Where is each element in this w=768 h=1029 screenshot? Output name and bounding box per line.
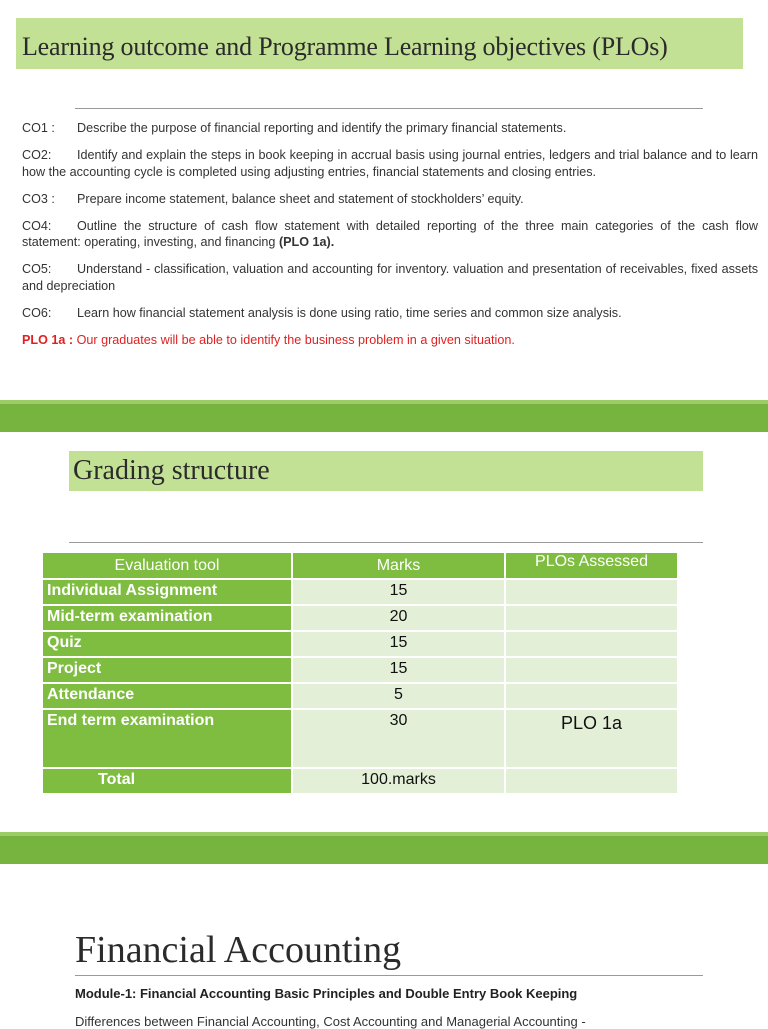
plo-cell (505, 605, 678, 631)
evaluation-tool: Mid-term examination (42, 605, 292, 631)
plo-text: Our graduates will be able to identify the business problem in a given situation. (73, 333, 515, 348)
title-banner (69, 451, 703, 491)
outcome-plo-reference: (PLO 1a). (278, 235, 335, 250)
evaluation-tool: Attendance (42, 683, 292, 709)
outcome-text: Outline the structure of cash flow statement with detailed reporting of the three main categories of the cash flow statement: operating, investing, and financing (22, 218, 758, 250)
divider (69, 542, 703, 543)
outcome-code: CO4: (22, 218, 52, 233)
marks-cell: 30 (292, 709, 505, 768)
title-banner (16, 18, 743, 69)
marks-cell: 20 (292, 605, 505, 631)
evaluation-tool: Individual Assignment (42, 579, 292, 605)
course-outcome-item (22, 305, 758, 322)
outcome-code: CO6: (22, 305, 52, 320)
column-header: PLOs Assessed (505, 552, 678, 579)
column-header: Evaluation tool (42, 552, 292, 579)
slide-grading-structure (0, 432, 768, 832)
evaluation-tool: Quiz (42, 631, 292, 657)
divider (75, 975, 703, 976)
table-row (42, 579, 678, 605)
table-row (42, 605, 678, 631)
slide-separator-band (0, 400, 768, 432)
outcome-text: Prepare income statement, balance sheet and statement of stockholders’ equity. (77, 191, 524, 206)
table-header-row (42, 552, 678, 579)
course-outcome-item (22, 120, 758, 137)
slide-learning-outcomes (0, 0, 768, 400)
outcome-code: CO5: (22, 262, 52, 277)
table-row (42, 631, 678, 657)
body-text: Differences between Financial Accounting, Cost Accounting and Managerial Accounting - (75, 1014, 586, 1029)
outcome-code: CO3 : (22, 191, 55, 206)
module-heading: Module-1: Financial Accounting Basic Principles and Double Entry Book Keeping (75, 986, 578, 1001)
divider (75, 108, 703, 109)
marks-cell: 15 (292, 657, 505, 683)
table-row (42, 709, 678, 768)
slide-title: Financial Accounting (75, 929, 402, 971)
slide-separator-band (0, 832, 768, 864)
slide-title: Learning outcome and Programme Learning objectives (PLOs) (22, 32, 668, 61)
plo-cell (505, 657, 678, 683)
outcome-text: Understand - classification, valuation and accounting for inventory. valuation and presentation of receivables, fixed assets and depreciation (22, 262, 758, 293)
course-outcome-item (22, 147, 758, 180)
marks-cell: 15 (292, 631, 505, 657)
evaluation-tool: Project (42, 657, 292, 683)
outcome-code: CO2: (22, 148, 52, 163)
table-row (42, 657, 678, 683)
plo-statement (22, 332, 758, 349)
course-outcomes-list (22, 120, 758, 359)
total-label: Total (42, 768, 292, 794)
plo-cell (505, 631, 678, 657)
table-total-row (42, 768, 678, 794)
marks-cell: 5 (292, 683, 505, 709)
outcome-code: CO1 : (22, 121, 55, 135)
outcome-text: Describe the purpose of financial reporting and identify the primary financial statements. (77, 121, 567, 135)
plo-cell (505, 768, 678, 794)
band-highlight (0, 832, 768, 836)
plo-cell (505, 683, 678, 709)
plo-cell: PLO 1a (505, 709, 678, 768)
column-header: Marks (292, 552, 505, 579)
slide-title: Grading structure (73, 455, 270, 486)
band-highlight (0, 400, 768, 404)
plo-label: PLO 1a : (22, 333, 74, 348)
course-outcome-item (22, 261, 758, 294)
total-marks: 100.marks (292, 768, 505, 794)
table-row (42, 683, 678, 709)
outcome-text: Identify and explain the steps in book keeping in accrual basis using journal entries, ledgers and trial balance and to learn how the accounting cycle is completed using adjusting entries, financial statements and closing entries. (22, 148, 758, 179)
outcome-text: Learn how financial statement analysis is done using ratio, time series and common size analysis. (77, 305, 622, 320)
course-outcome-item (22, 218, 758, 251)
marks-cell: 15 (292, 579, 505, 605)
evaluation-tool: End term examination (42, 709, 292, 768)
slide-financial-accounting (0, 864, 768, 1029)
course-outcome-item (22, 191, 758, 208)
grading-table (41, 551, 679, 795)
plo-cell (505, 579, 678, 605)
